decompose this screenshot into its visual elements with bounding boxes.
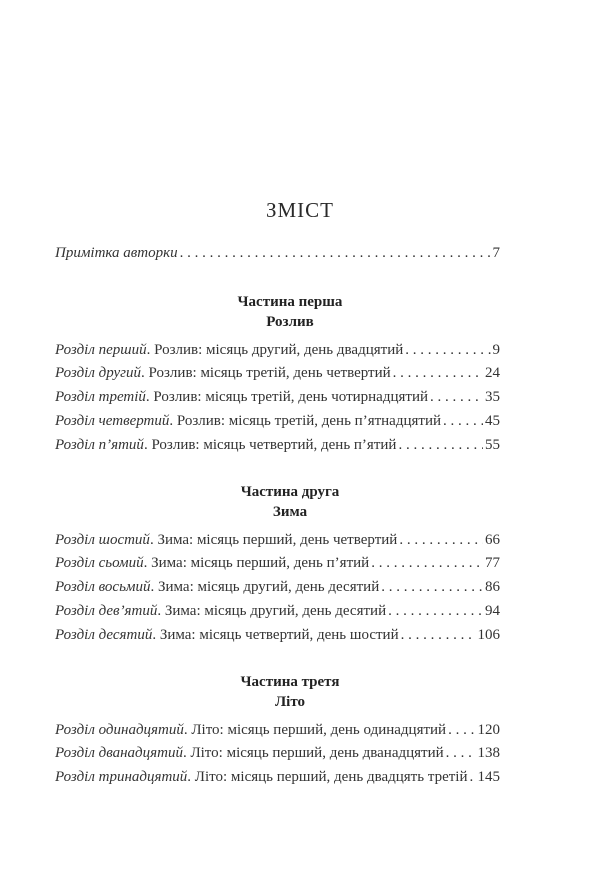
toc-entry[interactable]	[55, 577, 500, 597]
entry-text: Розділ третій. Розлив: місяць третій, день чотирнадцятий	[55, 389, 428, 405]
toc-entry[interactable]	[55, 767, 500, 787]
page-number: 120	[477, 722, 500, 738]
chapter-label: Розділ дванадцятий	[55, 745, 183, 761]
toc-entry[interactable]	[55, 363, 500, 383]
chapter-subtitle: Розлив: місяць третій, день п’ятнадцятий	[176, 413, 442, 429]
chapter-label: Розділ другий	[55, 365, 142, 381]
toc-entry[interactable]	[55, 411, 500, 431]
chapter-label: Розділ шостий	[55, 532, 150, 548]
toc-entry[interactable]	[55, 625, 500, 645]
dot-leader	[393, 363, 483, 383]
page-number: 45	[485, 413, 500, 429]
part-heading: Частина третя	[240, 674, 340, 690]
page-number: 24	[485, 365, 500, 381]
chapter-subtitle: Літо: місяць перший, день двадцять третій	[194, 769, 468, 785]
toc-entry[interactable]	[55, 601, 500, 621]
page-number: 7	[492, 245, 500, 261]
toc-entry[interactable]	[55, 743, 500, 763]
toc-entry[interactable]	[55, 387, 500, 407]
entry-text: Розділ перший. Розлив: місяць другий, день двадцятий	[55, 342, 404, 358]
dot-leader	[381, 577, 483, 597]
entry-title: Примітка авторки	[55, 245, 178, 261]
page-number: 35	[485, 389, 500, 405]
part-heading: Частина перша	[237, 294, 343, 310]
chapter-label: Розділ тринадцятий	[55, 769, 188, 785]
chapter-subtitle: Літо: місяць перший, день дванадцятий	[190, 745, 444, 761]
chapter-subtitle: Розлив: місяць третій, день четвертий	[148, 365, 391, 381]
toc-entry-intro[interactable]	[55, 243, 500, 263]
chapter-subtitle: Літо: місяць перший, день одинадцятий	[191, 722, 447, 738]
entry-text: Розділ одинадцятий. Літо: місяць перший, день одинадцятий	[55, 722, 447, 738]
dot-leader	[388, 601, 483, 621]
chapter-label: Розділ одинадцятий	[55, 722, 184, 738]
entry-text: Розділ десятий. Зима: місяць четвертий, день шостий	[55, 627, 399, 643]
page-number: 77	[485, 555, 500, 571]
chapter-label: Розділ п’ятий	[55, 437, 144, 453]
page-number: 138	[477, 745, 500, 761]
part-subtitle: Розлив	[266, 314, 314, 330]
page-number: 9	[492, 342, 500, 358]
dot-leader	[469, 767, 475, 787]
dot-leader	[399, 530, 483, 550]
chapter-label: Розділ десятий	[55, 627, 153, 643]
page-number: 106	[477, 627, 500, 643]
entry-text: Розділ другий. Розлив: місяць третій, день четвертий	[55, 365, 391, 381]
chapter-subtitle: Зима: місяць другий, день десятий	[164, 603, 387, 619]
dot-leader	[448, 720, 475, 740]
chapter-label: Розділ четвертий	[55, 413, 170, 429]
chapter-subtitle: Зима: місяць перший, день четвертий	[157, 532, 398, 548]
entry-text: Розділ дев’ятий. Зима: місяць другий, день десятий	[55, 603, 387, 619]
chapter-subtitle: Зима: місяць четвертий, день шостий	[159, 627, 399, 643]
entry-text: Розділ шостий. Зима: місяць перший, день четвертий	[55, 532, 398, 548]
page-number: 94	[485, 603, 500, 619]
page-number: 86	[485, 579, 500, 595]
chapter-subtitle: Розлив: місяць четвертий, день п’ятий	[151, 437, 397, 453]
part-subtitle: Літо	[274, 694, 305, 710]
page-number: 145	[477, 769, 500, 785]
toc-entry[interactable]	[55, 720, 500, 740]
dot-leader	[446, 743, 476, 763]
chapter-subtitle: Зима: місяць другий, день десятий	[158, 579, 380, 595]
toc-entry[interactable]	[55, 340, 500, 360]
dot-leader	[371, 553, 483, 573]
entry-text: Розділ сьомий. Зима: місяць перший, день п’ятий	[55, 555, 370, 571]
part-subtitle: Зима	[272, 504, 308, 520]
dot-leader	[180, 243, 491, 263]
chapter-label: Розділ перший	[55, 342, 147, 358]
page-title: ЗМІСТ	[265, 198, 335, 222]
entry-text: Розділ четвертий. Розлив: місяць третій, день п’ятнадцятий	[55, 413, 442, 429]
dot-leader	[398, 435, 483, 455]
entry-text: Розділ п’ятий. Розлив: місяць четвертий, день п’ятий	[55, 437, 397, 453]
chapter-subtitle: Розлив: місяць третій, день чотирнадцятий	[153, 389, 428, 405]
dot-leader	[430, 387, 483, 407]
entry-text: Розділ восьмий. Зима: місяць другий, день десятий	[55, 579, 380, 595]
chapter-label: Розділ дев’ятий	[55, 603, 158, 619]
dot-leader	[401, 625, 476, 645]
entry-text: Розділ дванадцятий. Літо: місяць перший, день дванадцятий	[55, 745, 444, 761]
toc-entry[interactable]	[55, 530, 500, 550]
chapter-subtitle: Зима: місяць перший, день п’ятий	[151, 555, 370, 571]
entry-text: Розділ тринадцятий. Літо: місяць перший, день двадцять третій	[55, 769, 468, 785]
chapter-subtitle: Розлив: місяць другий, день двадцятий	[154, 342, 404, 358]
chapter-label: Розділ восьмий	[55, 579, 151, 595]
page-number: 66	[485, 532, 500, 548]
toc-entry[interactable]	[55, 435, 500, 455]
dot-leader	[405, 340, 490, 360]
part-heading: Частина друга	[240, 484, 340, 500]
chapter-label: Розділ третій	[55, 389, 146, 405]
toc-entry[interactable]	[55, 553, 500, 573]
dot-leader	[443, 411, 483, 431]
chapter-label: Розділ сьомий	[55, 555, 144, 571]
page-number: 55	[485, 437, 500, 453]
